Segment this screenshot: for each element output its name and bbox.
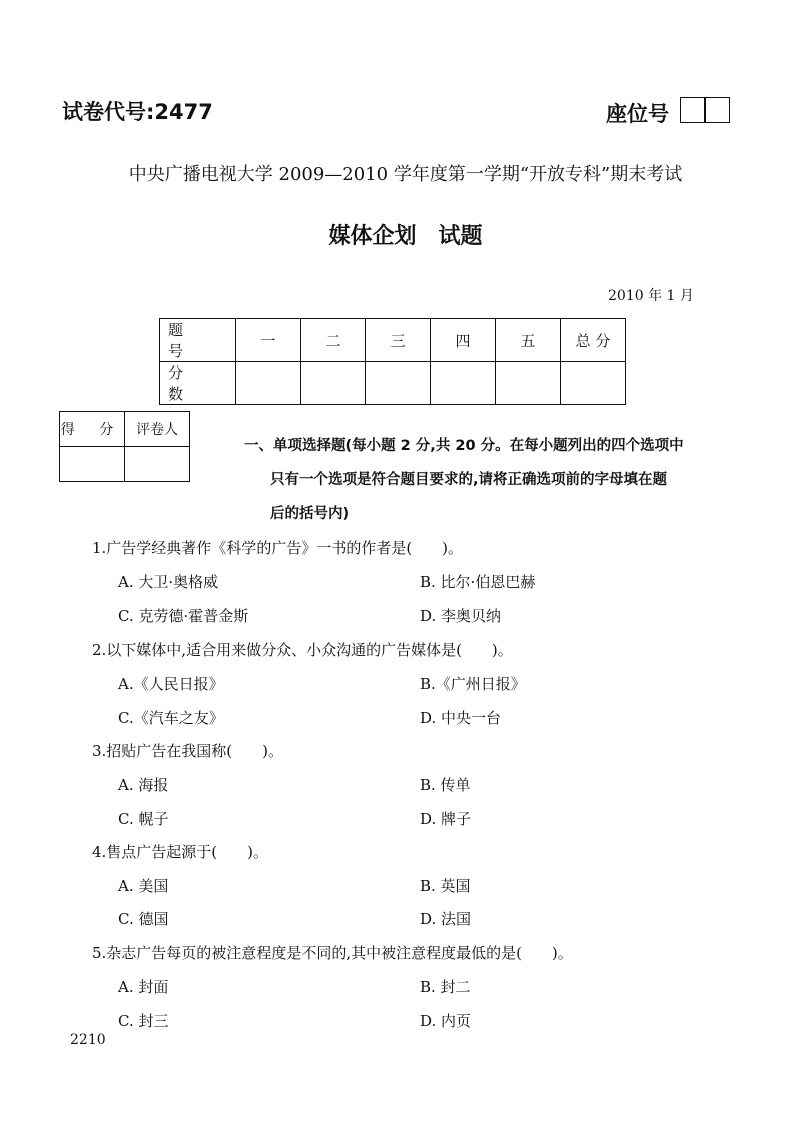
answer-option: D. 李奥贝纳 (420, 607, 502, 625)
answer-option: D. 牌子 (420, 810, 472, 828)
answer-option: D. 内页 (420, 1012, 472, 1030)
exam-subtitle: 中央广播电视大学 2009—2010 学年度第一学期“开放专科”期末考试 (128, 164, 683, 185)
grader-table-blank-row (60, 447, 190, 482)
score-column-header: 四 (431, 319, 496, 362)
answer-option: C. 封三 (118, 1012, 169, 1030)
score-table-header-row (160, 319, 626, 362)
seat-number-label: 座位号 (606, 102, 669, 126)
answer-option: B. 英国 (420, 877, 471, 895)
question-number-header: 题 号 (160, 319, 236, 362)
answer-option: D. 法国 (420, 910, 472, 928)
question-stem: 4.售点广告起源于( )。 (92, 843, 269, 861)
score-table (159, 318, 626, 405)
answer-option: C. 幌子 (118, 810, 169, 828)
grader-label: 评卷人 (125, 412, 190, 447)
seat-number-box (680, 97, 705, 123)
section-instructions: 一、单项选择题(每小题 2 分,共 20 分。在每小题列出的四个选项中 (244, 438, 684, 454)
score-cell (301, 362, 366, 405)
score-cell (366, 362, 431, 405)
section-score-label: 得 分 (60, 412, 125, 447)
section-instructions: 后的括号内) (270, 506, 350, 522)
seat-number-box (705, 97, 730, 123)
grader-cell (125, 447, 190, 482)
question-stem: 2.以下媒体中,适合用来做分众、小众沟通的广告媒体是( )。 (92, 641, 513, 659)
exam-date: 2010 年 1 月 (608, 288, 694, 304)
answer-option: A. 美国 (118, 877, 169, 895)
score-cell (561, 362, 626, 405)
answer-option: A.《人民日报》 (118, 675, 224, 693)
answer-option: B. 封二 (420, 978, 471, 996)
score-cell (236, 362, 301, 405)
section-instructions: 只有一个选项是符合题目要求的,请将正确选项前的字母填在题 (270, 472, 668, 488)
page-number: 2210 (70, 1032, 106, 1048)
answer-option: B. 传单 (420, 776, 471, 794)
answer-option: A. 海报 (118, 776, 169, 794)
score-column-header: 一 (236, 319, 301, 362)
grader-table-header-row (60, 412, 190, 447)
answer-option: B. 比尔·伯恩巴赫 (420, 573, 536, 591)
score-cell (496, 362, 561, 405)
answer-option: C. 德国 (118, 910, 169, 928)
question-stem: 5.杂志广告每页的被注意程度是不同的,其中被注意程度最低的是( )。 (92, 944, 573, 962)
answer-option: B.《广州日报》 (420, 675, 526, 693)
grader-table (59, 411, 190, 482)
answer-option: A. 大卫·奥格威 (118, 573, 219, 591)
score-row-header: 分 数 (160, 362, 236, 405)
answer-option: C. 克劳德·霍普金斯 (118, 607, 249, 625)
score-column-header: 五 (496, 319, 561, 362)
answer-option: D. 中央一台 (420, 709, 502, 727)
section-score-cell (60, 447, 125, 482)
score-cell (431, 362, 496, 405)
question-stem: 3.招贴广告在我国称( )。 (92, 742, 284, 760)
answer-option: A. 封面 (118, 978, 169, 996)
question-stem: 1.广告学经典著作《科学的广告》一书的作者是( )。 (92, 539, 464, 557)
paper-code: 试卷代号:2477 (62, 100, 213, 124)
score-table-score-row (160, 362, 626, 405)
exam-title: 媒体企划 试题 (328, 224, 483, 249)
answer-option: C.《汽车之友》 (118, 709, 224, 727)
score-column-header: 二 (301, 319, 366, 362)
score-column-header: 总 分 (561, 319, 626, 362)
score-column-header: 三 (366, 319, 431, 362)
